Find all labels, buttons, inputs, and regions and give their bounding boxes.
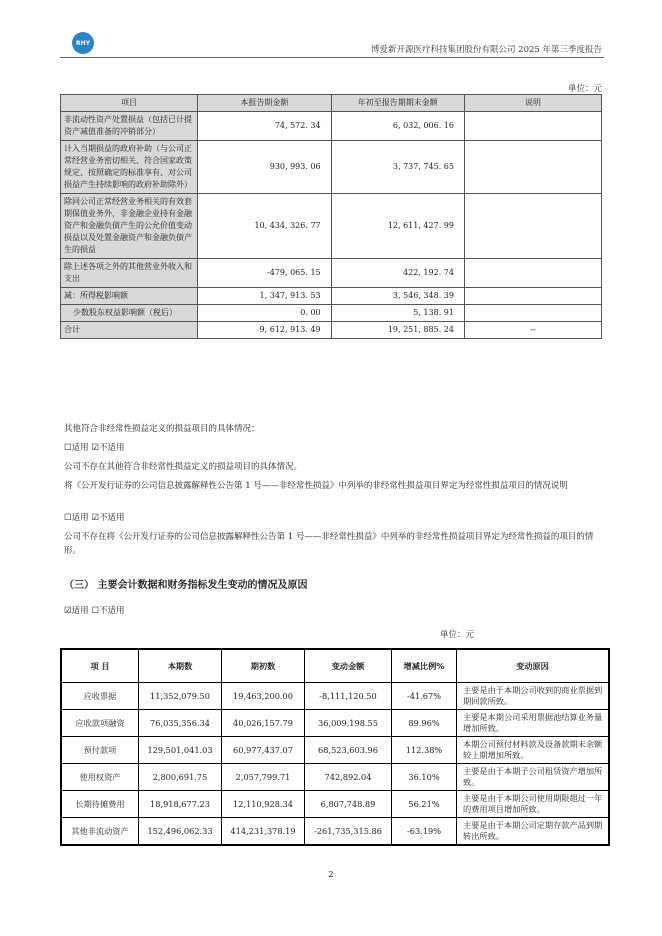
row-item: 其他非流动资产	[61, 818, 139, 846]
row-ratio: 112.38%	[392, 737, 457, 764]
company-logo: RHY	[72, 32, 94, 54]
financial-changes-table	[60, 648, 610, 846]
row-change: 742,892.04	[305, 764, 392, 791]
applicability-checkbox-1: ☐适用 ☑不适用	[64, 443, 125, 453]
column-header-ytd: 年初至报告期期末金额	[331, 95, 464, 112]
row-current: 9, 612, 913. 49	[198, 322, 332, 339]
report-header-title: 博爱新开源医疗科技集团股份有限公司 2025 年第三季度报告	[370, 45, 602, 55]
row-item: 除同公司正常经营业务相关的有效套期保值业务外，非金融企业持有金融资产和金融负债产生的公允价值变动损益以及处置金融资产和金融负债产生的损益	[61, 194, 198, 259]
non-recurring-gains-table	[60, 94, 602, 339]
row-note	[464, 112, 601, 141]
table-header-row	[61, 649, 609, 683]
row-current: 74, 572. 34	[198, 112, 332, 141]
table-row	[61, 141, 602, 194]
row-ratio: 89.96%	[392, 710, 457, 737]
other-items-paragraph: 其他符合非经常性损益定义的损益项目的具体情况：	[64, 424, 260, 434]
row-item: 应收款项融资	[61, 710, 139, 737]
row-reason: 主要是本期公司采用票据池结算业务量增加所致。	[457, 710, 610, 737]
row-current: 152,496,062.33	[139, 818, 222, 846]
table-row	[61, 791, 609, 818]
table-row	[61, 194, 602, 259]
column-header-opening: 期初数	[222, 649, 305, 683]
row-current: 1, 347, 913. 53	[198, 288, 332, 305]
applicability-checkbox-2: ☐适用 ☑不适用	[64, 513, 125, 523]
row-item: 长期待摊费用	[61, 791, 139, 818]
row-reason: 本期公司预付材料款及设备款期末余额较上期增加所致。	[457, 737, 610, 764]
row-reason: 主要是由于本期子公司租赁资产增加所致。	[457, 764, 610, 791]
row-reason: 主要是由于本期公司使用期限超过一年的费用项目增加所致。	[457, 791, 610, 818]
table-row	[61, 288, 602, 305]
row-current: 0. 00	[198, 305, 332, 322]
row-opening: 12,110,928.34	[222, 791, 305, 818]
row-item: 减：所得税影响额	[61, 288, 198, 305]
row-item: 少数股东权益影响额（税后）	[61, 305, 198, 322]
row-current: -479, 065. 15	[198, 259, 332, 288]
row-current: 129,501,041.03	[139, 737, 222, 764]
row-ytd: 3, 737, 745. 65	[331, 141, 464, 194]
row-note	[464, 194, 601, 259]
table1-unit-label: 单位：元	[567, 84, 602, 94]
no-other-items-paragraph: 公司不存在其他符合非经常性损益定义的损益项目的具体情况。	[64, 462, 303, 472]
row-item: 非流动性资产处置损益（包括已计提资产减值准备的冲销部分）	[61, 112, 198, 141]
table-row	[61, 710, 609, 737]
column-header-note: 说明	[464, 95, 601, 112]
row-item: 预付款项	[61, 737, 139, 764]
column-header-reason: 变动原因	[457, 649, 610, 683]
row-current: 11,352,079.50	[139, 683, 222, 710]
row-change: -8,111,120.50	[305, 683, 392, 710]
row-ytd: 19, 251, 885. 24	[331, 322, 464, 339]
row-current: 76,035,356.34	[139, 710, 222, 737]
row-item: 使用权资产	[61, 764, 139, 791]
row-ratio: -63.19%	[392, 818, 457, 846]
header-divider	[60, 57, 604, 58]
row-current: 18,918,677.23	[139, 791, 222, 818]
no-classification-paragraph: 公司不存在将《公开发行证券的公司信息披露解释性公告第 1 号——非经常性损益》中列举的非经常性损益项目界定为经常性损益的项目的情形。	[64, 532, 594, 556]
row-note	[464, 259, 601, 288]
row-opening: 40,026,157.79	[222, 710, 305, 737]
row-ytd: 3, 546, 348. 39	[331, 288, 464, 305]
row-item: 应收票据	[61, 683, 139, 710]
section-heading: （三） 主要会计数据和财务指标发生变动的情况及原因	[64, 580, 308, 591]
table-header-row	[61, 95, 602, 112]
row-opening: 414,231,378.19	[222, 818, 305, 846]
row-opening: 2,057,799.71	[222, 764, 305, 791]
column-header-change: 变动金额	[305, 649, 392, 683]
row-note	[464, 288, 601, 305]
table-row	[61, 305, 602, 322]
row-ytd: 6, 032, 006. 16	[331, 112, 464, 141]
row-reason: 主要是由于本期公司定期存款产品到期转出所致。	[457, 818, 610, 846]
row-ytd: 12, 611, 427. 99	[331, 194, 464, 259]
table2-unit-label: 单位：元	[440, 630, 475, 640]
table-row	[61, 683, 609, 710]
column-header-current-period: 本报告期金额	[198, 95, 332, 112]
table-row	[61, 818, 609, 846]
table-row	[61, 112, 602, 141]
row-current: 930, 993. 06	[198, 141, 332, 194]
row-reason: 主要是由于本期公司收到的商业票据到期回款所致。	[457, 683, 610, 710]
row-opening: 19,463,200.00	[222, 683, 305, 710]
row-note: --	[464, 322, 601, 339]
row-ratio: 36.10%	[392, 764, 457, 791]
row-ytd: 5, 138. 91	[331, 305, 464, 322]
table-row	[61, 764, 609, 791]
row-note	[464, 141, 601, 194]
row-change: 68,523,603.96	[305, 737, 392, 764]
row-item: 除上述各项之外的其他营业外收入和支出	[61, 259, 198, 288]
row-ytd: 422, 192. 74	[331, 259, 464, 288]
row-item: 合计	[61, 322, 198, 339]
row-change: -261,735,315.86	[305, 818, 392, 846]
table-row	[61, 259, 602, 288]
column-header-item: 项目	[61, 95, 198, 112]
column-header-current: 本期数	[139, 649, 222, 683]
page-number: 2	[328, 870, 334, 880]
row-change: 6,807,748.89	[305, 791, 392, 818]
table-row	[61, 737, 609, 764]
row-current: 10, 434, 326. 77	[198, 194, 332, 259]
row-item: 计入当期损益的政府补助（与公司正常经营业务密切相关、符合国家政策规定、按照确定的标准享有、对公司损益产生持续影响的政府补助除外）	[61, 141, 198, 194]
column-header-ratio: 增减比例%	[392, 649, 457, 683]
row-opening: 60,977,437.07	[222, 737, 305, 764]
classification-paragraph: 将《公开发行证券的公司信息披露解释性公告第 1 号——非经常性损益》中列举的非经常性损益项目界定为经常性损益项目的情况说明	[64, 481, 568, 491]
row-change: 36,009,198.55	[305, 710, 392, 737]
column-header-item: 项 目	[61, 649, 139, 683]
table-total-row	[61, 322, 602, 339]
row-note	[464, 305, 601, 322]
applicability-checkbox-3: ☑适用 ☐不适用	[64, 606, 125, 616]
row-current: 2,800,691.75	[139, 764, 222, 791]
row-ratio: -41.67%	[392, 683, 457, 710]
row-ratio: 56.21%	[392, 791, 457, 818]
